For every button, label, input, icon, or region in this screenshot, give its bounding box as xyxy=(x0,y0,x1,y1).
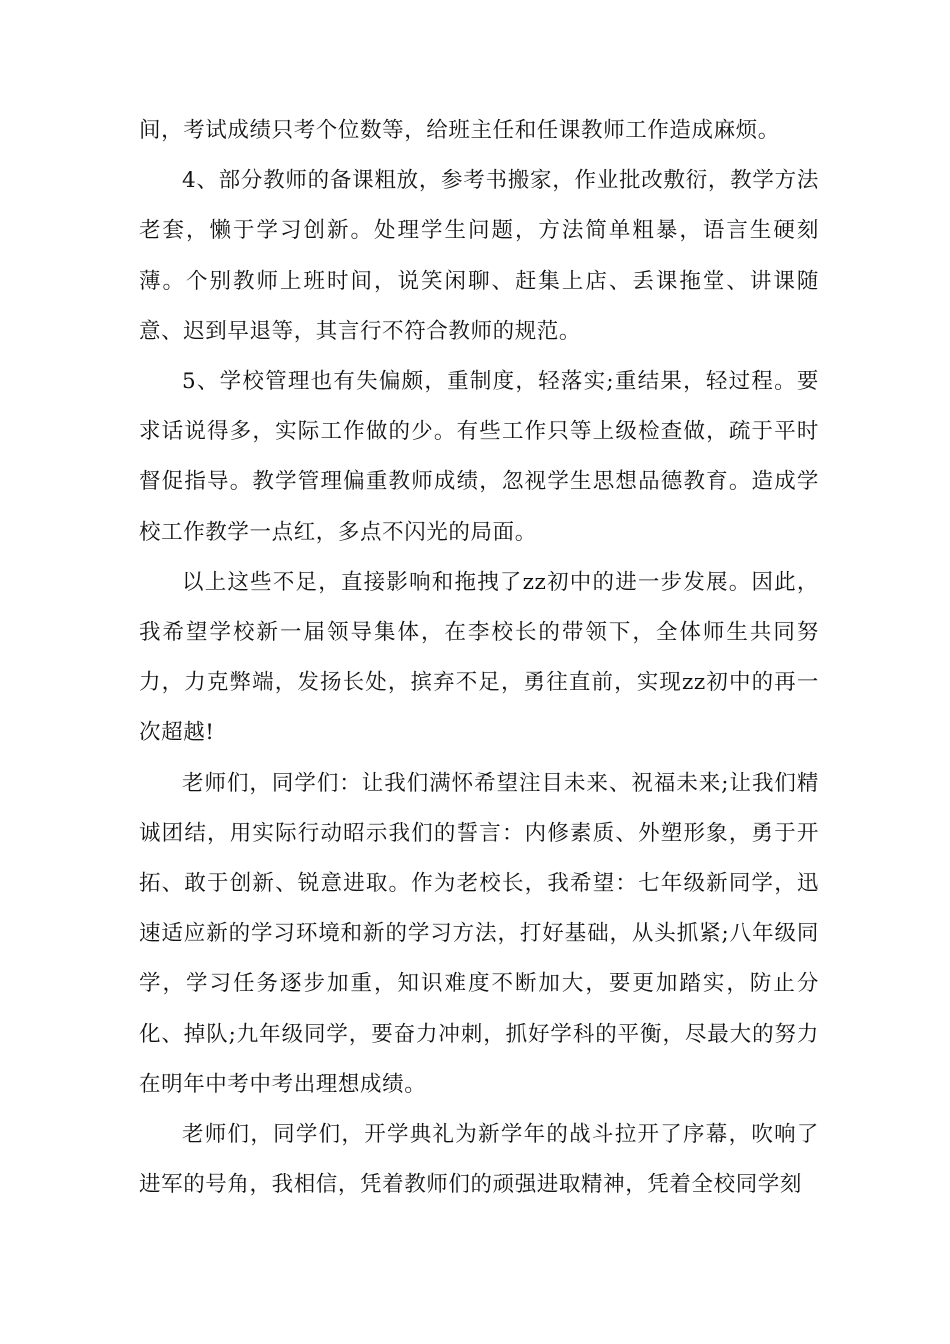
paragraph-point-4: 4、部分教师的备课粗放，参考书搬家，作业批改敷衍，教学方法老套，懒于学习创新。处理学生问题，方法简单粗暴，语言生硬刻薄。个别教师上班时间，说笑闲聊、赶集上店、丢课拖堂、讲课随意、迟到早退等，其言行不符合教师的规范。 xyxy=(139,168,819,344)
paragraph-closing: 老师们，同学们，开学典礼为新学年的战斗拉开了序幕，吹响了进军的号角，我相信，凭着教师们的顽强进取精神，凭着全校同学刻 xyxy=(139,1122,819,1198)
paragraph-point-5: 5、学校管理也有失偏颇，重制度，轻落实;重结果，轻过程。要求话说得多，实际工作做的少。有些工作只等上级检查做，疏于平时督促指导。教学管理偏重教师成绩，忽视学生思想品德教育。造成学校工作教学一点红，多点不闪光的局面。 xyxy=(139,369,819,545)
paragraph-continuation: 间，考试成绩只考个位数等，给班主任和任课教师工作造成麻烦。 xyxy=(139,118,780,143)
paragraph-summary: 以上这些不足，直接影响和拖拽了zz初中的进一步发展。因此，我希望学校新一届领导集体，在李校长的带领下，全体师生共同努力，力克弊端，发扬长处，摈弃不足，勇往直前，实现zz初中的再一次超越! xyxy=(139,569,819,746)
paragraph-hopes: 老师们，同学们：让我们满怀希望注目未来、祝福未来;让我们精诚团结，用实际行动昭示我们的誓言：内修素质、外塑形象，勇于开拓、敢于创新、锐意进取。作为老校长，我希望：七年级新同学，迅速适应新的学习环境和新的学习方法，打好基础，从头抓紧;八年级同学，学习任务逐步加重，知识难度不断加大，要更加踏实，防止分化、掉队;九年级同学，要奋力冲刺，抓好学科的平衡，尽最大的努力在明年中考中考出理想成绩。 xyxy=(139,770,819,1097)
document-body xyxy=(139,106,819,1210)
